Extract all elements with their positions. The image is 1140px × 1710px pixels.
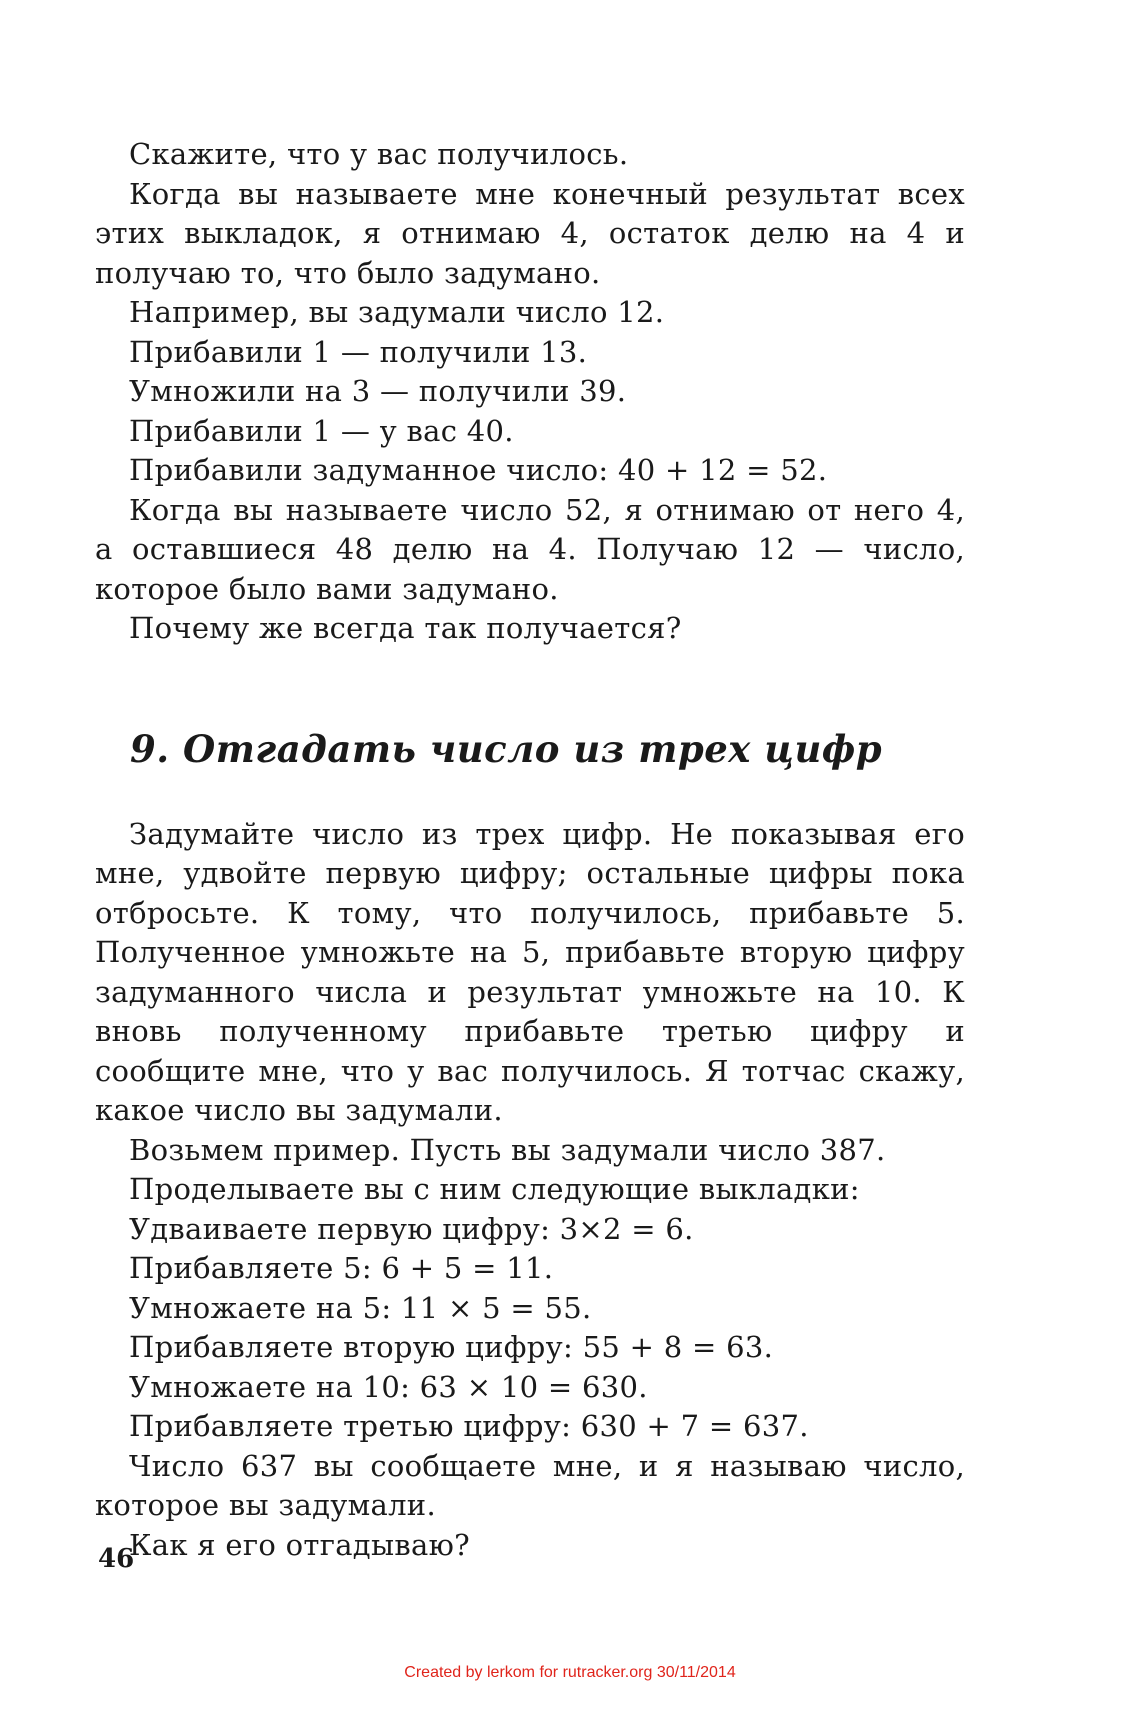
step-line: Удваиваете первую цифру: 3×2 = 6. [129, 1211, 694, 1246]
question-how: Как я его отгадываю? [129, 1527, 470, 1562]
paragraph-explanation: Когда вы называете мне конечный результат всех этих выкладок, я отнимаю 4, остаток делю на 4 и получаю то, что было задумано. [95, 176, 965, 290]
question-why: Почему же всегда так получается? [129, 611, 682, 645]
paragraph-instructions: Задумайте число из трех цифр. Не показывая его мне, удвойте первую цифру; остальные цифры пока отбросьте. К тому, что получилось, прибавьте 5. Полученное умножьте на 5, прибавьте вторую цифру задуманного числа и результат умножьте на 10. К вновь полученному прибавьте третью цифру и сообщите мне, что у вас получилось. Я тотчас скажу, какое число вы задумали. [95, 816, 965, 1127]
step-line: Проделываете вы с ним следующие выкладки: [129, 1172, 860, 1206]
paragraph-outro: Число 637 вы сообщаете мне, и я называю число, которое вы задумали. [95, 1448, 965, 1522]
step-line: Прибавляете вторую цифру: 55 + 8 = 63. [129, 1330, 774, 1364]
step-line: Возьмем пример. Пусть вы задумали число 387. [129, 1132, 886, 1167]
step-line: Умножаете на 5: 11 × 5 = 55. [129, 1290, 592, 1325]
example-line: Умножили на 3 — получили 39. [129, 374, 627, 408]
step-line: Прибавляете третью цифру: 630 + 7 = 637. [129, 1409, 809, 1443]
page-body [95, 135, 965, 1565]
example-line: Прибавили 1 — у вас 40. [129, 413, 514, 448]
step-line: Прибавляете 5: 6 + 5 = 11. [129, 1251, 554, 1285]
example-line: Прибавили 1 — получили 13. [129, 334, 588, 369]
section-heading: 9. Отгадать число из трех цифр [130, 726, 883, 771]
example-line: Например, вы задумали число 12. [129, 295, 665, 329]
step-line: Умножаете на 10: 63 × 10 = 630. [129, 1369, 648, 1404]
paragraph-example-result: Когда вы называете число 52, я отнимаю от него 4, а оставшиеся 48 делю на 4. Получаю 12 — число, которое было вами задумано. [95, 492, 965, 606]
credit-watermark: Created by lerkom for rutracker.org 30/11/2014 [404, 1664, 736, 1681]
page-number: 46 [98, 1544, 135, 1574]
example-line: Прибавили задуманное число: 40 + 12 = 52. [129, 453, 828, 487]
paragraph-say-result: Скажите, что у вас получилось. [129, 137, 629, 171]
